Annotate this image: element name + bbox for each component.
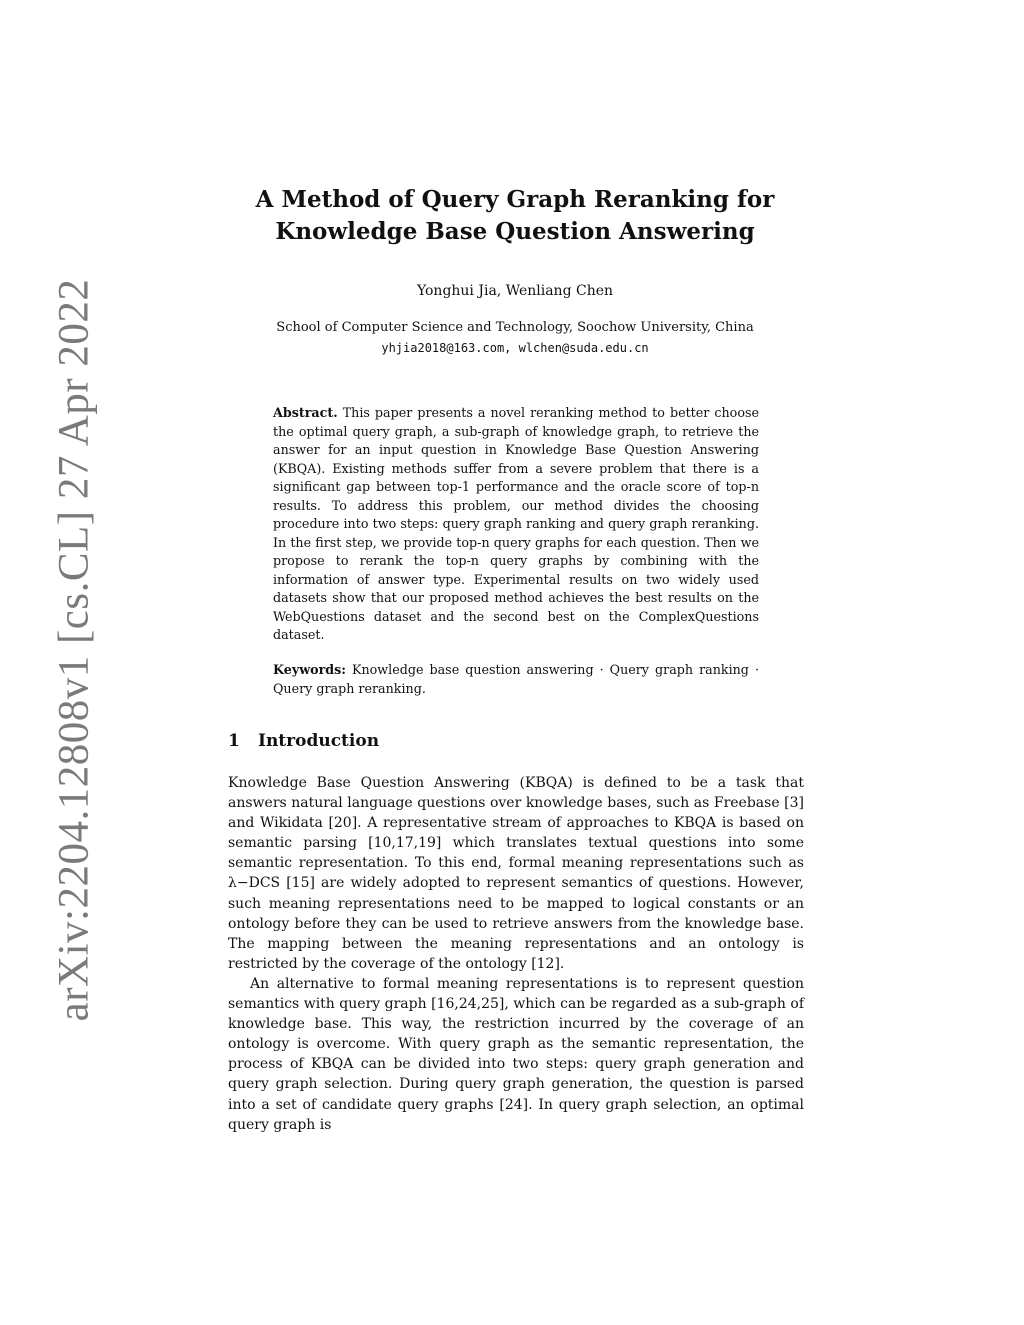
intro-paragraph-2: An alternative to formal meaning representations is to represent question semantics with query graph [16,24,25], which can be regarded as a sub-graph of knowledge base. This way, the restriction incurred by the coverage of an ontology is overcome. With query graph as the semantic representation, the process of KBQA can be divided into two steps: query graph generation and query graph selection. During query graph generation, the question is parsed into a set of candidate query graphs [24]. In query graph selection, an optimal query graph is	[228, 976, 804, 1133]
affiliation-block	[228, 318, 802, 358]
author-emails: yhjia2018@163.com, wlchen@suda.edu.cn	[381, 341, 649, 355]
keywords	[273, 661, 759, 698]
affiliation: School of Computer Science and Technology, Soochow University, China	[276, 320, 754, 335]
abstract-label: Abstract.	[273, 405, 338, 420]
author-list: Yonghui Jia, Wenliang Chen	[416, 283, 614, 299]
title-line-1: A Method of Query Graph Reranking for	[255, 186, 775, 213]
title-line-2: Knowledge Base Question Answering	[275, 218, 755, 245]
arxiv-identifier-stamp: arXiv:2204.12808v1 [cs.CL] 27 Apr 2022	[50, 278, 98, 1022]
keywords-text: Knowledge base question answering · Query graph ranking · Query graph reranking.	[273, 662, 759, 696]
paper-title	[228, 184, 802, 248]
keywords-label: Keywords:	[273, 662, 346, 677]
abstract-text: This paper presents a novel reranking method to better choose the optimal query graph, a sub-graph of knowledge graph, to retrieve the answer for an input question in Knowledge Base Question Answering (KBQA). Existing methods suffer from a severe problem that there is a significant gap between top-1 performance and the oracle score of top-n results. To address this problem, our method divides the choosing procedure into two steps: query graph ranking and query graph reranking. In the first step, we provide top-n query graphs for each question. Then we propose to rerank the top-n query graphs by combining with the information of answer type. Experimental results on two widely used datasets show that our proposed method achieves the best results on the WebQuestions dataset and the second best on the ComplexQuestions dataset.	[273, 405, 759, 642]
section-title: Introduction	[258, 731, 380, 751]
section-number: 1	[228, 731, 240, 751]
section-heading	[228, 731, 379, 751]
abstract	[273, 404, 759, 645]
intro-paragraph-1: Knowledge Base Question Answering (KBQA) is defined to be a task that answers natural language questions over knowledge bases, such as Freebase [3] and Wikidata [20]. A representative stream of approaches to KBQA is based on semantic parsing [10,17,19] which translates textual questions into some semantic representation. To this end, formal meaning representations such as λ−DCS [15] are widely adopted to represent semantics of questions. However, such meaning representations need to be mapped to logical constants or an ontology before they can be used to retrieve answers from the knowledge base. The mapping between the meaning representations and an ontology is restricted by the coverage of the ontology [12].	[228, 775, 804, 972]
